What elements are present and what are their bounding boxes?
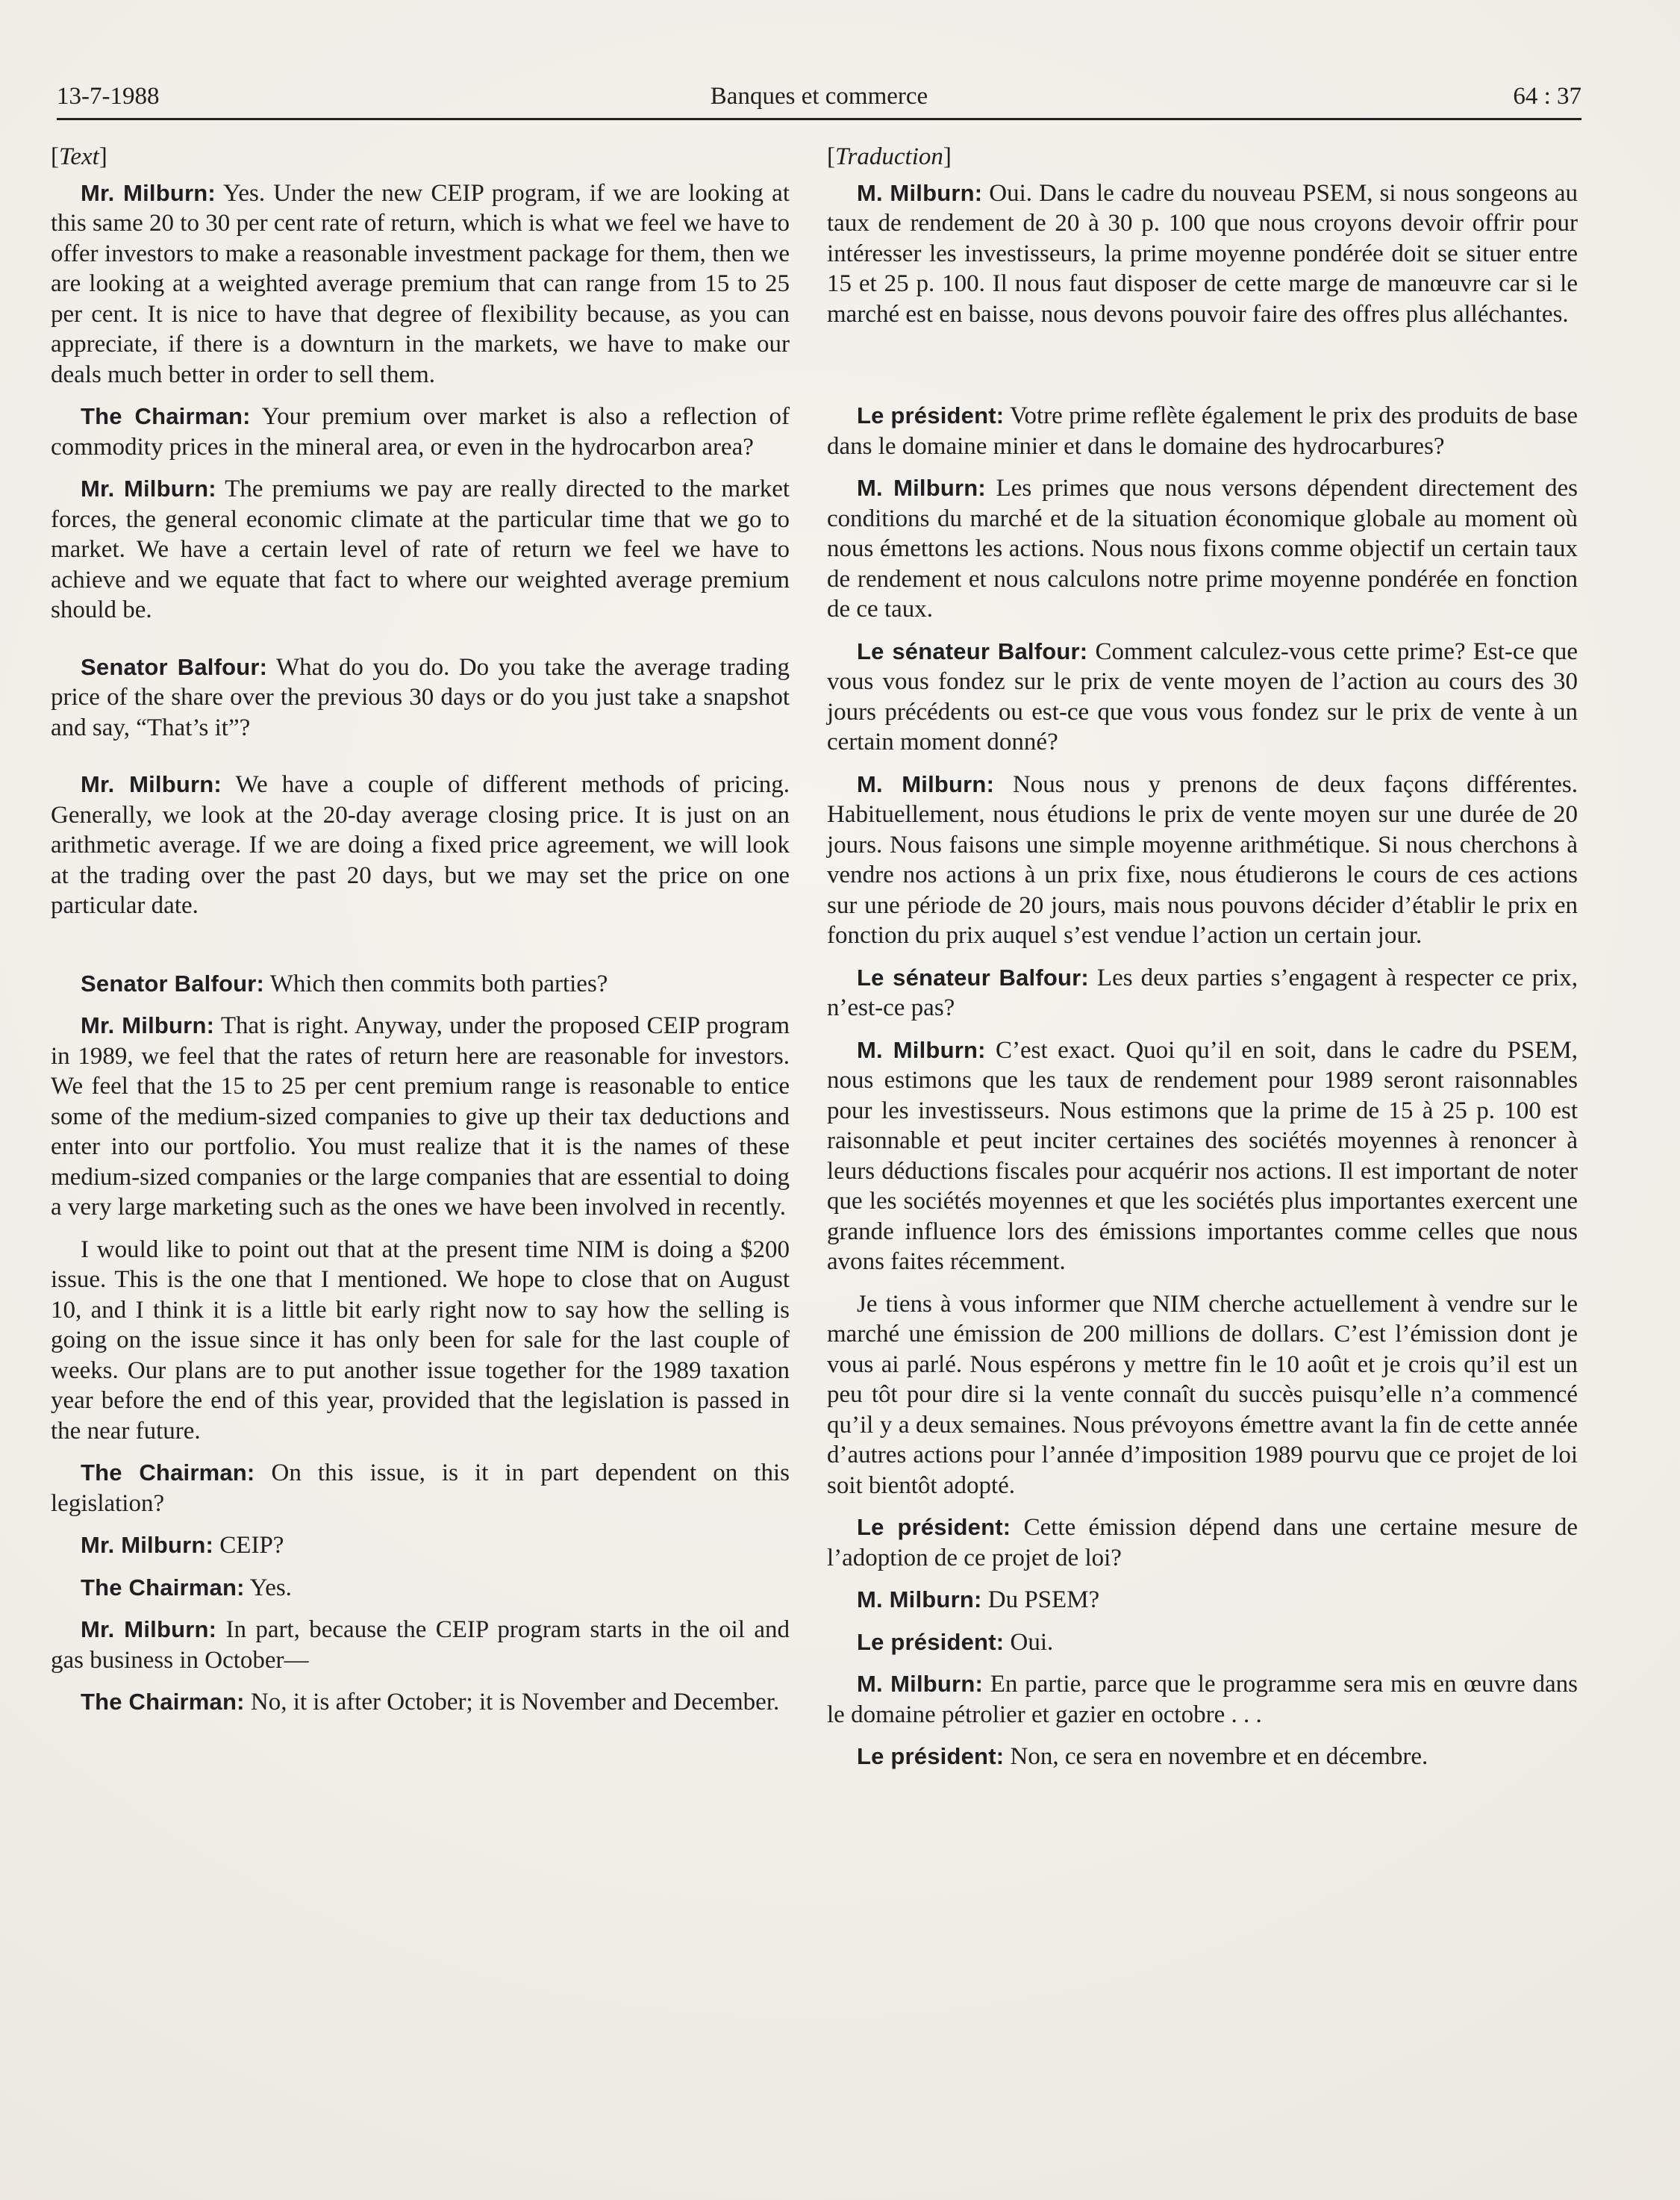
speaker-name: Mr. Milburn: [81, 1012, 215, 1038]
section-tag: [Text] [51, 143, 107, 170]
speaker-name: Mr. Milburn: [81, 1616, 217, 1642]
paragraph-text: That is right. Anyway, under the proposed CEIP program in 1989, we feel that the rates of return here are reasonable for investors. We feel that the 15 to 25 per cent premium range is reasonable to entice some of the medium-sized companies to give up their tax deductions and enter into our portfolio. You must realize that it is the names of these medium-sized companies or the large companies that are essential to doing a very large marketing such as the ones we have been involved in recently. [51, 1012, 790, 1221]
paragraph [51, 969, 790, 1000]
paragraph [827, 401, 1578, 461]
paragraph [827, 637, 1578, 758]
paragraph [827, 1512, 1578, 1573]
speaker-name: The Chairman: [81, 403, 251, 429]
paragraph [827, 178, 1578, 330]
paragraph [51, 1235, 790, 1447]
section-tag: [Traduction] [827, 143, 952, 170]
paragraph-text: I would like to point out that at the present time NIM is doing a $200 issue. This is the one that I mentioned. We hope to close that on August 10, and I think it is a little bit early right now to say how the selling is going on the issue since it has only been for sale for the last couple of weeks. Our plans are to put another issue together for the 1989 taxation year before the end of this year, provided that the legislation is passed in the near future. [51, 1235, 790, 1445]
paragraph [51, 1530, 790, 1561]
english-column [51, 142, 790, 1730]
paragraph [51, 1687, 790, 1718]
speaker-name: The Chairman: [81, 1459, 255, 1486]
french-column [827, 142, 1578, 1784]
speaker-name: Le président: [857, 1514, 1011, 1540]
speaker-name: Le président: [857, 1743, 1005, 1769]
paragraph [51, 402, 790, 462]
speaker-name: Mr. Milburn: [81, 1532, 214, 1558]
paragraph [827, 1289, 1578, 1501]
speaker-name: The Chairman: [81, 1689, 245, 1715]
paragraph-text: Comment calculez-vous cette prime? Est-ce que vous vous fondez sur le prix de vente moyen de l’action au cours des 30 jours précédents ou est-ce que vous vous fondez sur le prix de vente à un certain moment donné? [827, 638, 1578, 755]
paragraph [827, 770, 1578, 951]
paragraph-text: We have a couple of different methods of pricing. Generally, we look at the 20-day average closing price. It is just on an arithmetic average. If we are doing a fixed price agreement, we will look at the trading over the past 20 days, but we may set the price on one particular date. [51, 771, 790, 919]
paragraph [51, 474, 790, 626]
speaker-name: Le sénateur Balfour: [857, 964, 1089, 991]
paragraph-text: Les deux parties s’engagent à respecter ce prix, n’est-ce pas? [827, 964, 1578, 1021]
paragraph-text: Je tiens à vous informer que NIM cherche actuellement à vendre sur le marché une émission de 200 millions de dollars. C’est l’émission dont je vous ai parlé. Nous espérons y mettre fin le 10 août et je crois qu’il est un peu tôt pour dire si la vente connaît du succès puisqu’elle n’a commencé qu’il y a deux semaines. Nous prévoyons émettre avant la fin de cette année d’autres actions pour l’année d’imposition 1989 pourvu que ce projet de loi soit bientôt adopté. [827, 1290, 1578, 1499]
header-page-number: 64 : 37 [1513, 83, 1581, 110]
speaker-name: Le président: [857, 402, 1005, 429]
paragraph [827, 1669, 1578, 1730]
paragraph [51, 1458, 790, 1518]
speaker-name: Le président: [857, 1628, 1005, 1655]
paragraph-text: Oui. [1004, 1628, 1054, 1656]
speaker-name: M. Milburn: [857, 1586, 982, 1612]
paragraph-text: Which then commits both parties? [264, 970, 608, 997]
header-title: Banques et commerce [710, 83, 928, 110]
paragraph-text: On this issue, is it in part dependent on this legislation? [51, 1459, 790, 1517]
speaker-name: M. Milburn: [857, 1036, 986, 1063]
speaker-name: Le sénateur Balfour: [857, 638, 1088, 664]
speaker-name: M. Milburn: [857, 475, 986, 501]
paragraph-text: En partie, parce que le programme sera mis en œuvre dans le domaine pétrolier et gazier en octobre . . . [827, 1671, 1578, 1728]
paragraph [827, 1742, 1578, 1772]
header-date: 13-7-1988 [57, 83, 160, 110]
paragraph [51, 652, 790, 744]
paragraph [827, 1585, 1578, 1615]
paragraph-text: Yes. [244, 1574, 292, 1601]
speaker-name: M. Milburn: [857, 1671, 983, 1697]
paragraph [827, 963, 1578, 1023]
paragraph-text: C’est exact. Quoi qu’il en soit, dans le cadre du PSEM, nous estimons que les taux de rendement pour 1989 seront raisonnables pour les investisseurs. Nous estimons que la prime de 15 à 25 p. 100 est raisonnable et peut inciter certaines des sociétés moyennes à renoncer à leurs déductions fiscales pour acquérir nos actions. Il est important de noter que les sociétés moyennes et que les sociétés plus importantes exercent une grande influence lors des émissions importantes comme celles que nous avons faites récemment. [827, 1036, 1578, 1275]
paragraph-text: No, it is after October; it is November and December. [244, 1689, 780, 1716]
speaker-name: Senator Balfour: [81, 653, 268, 680]
paragraph-text: The premiums we pay are really directed to the market forces, the general economic climate at the particular time that we go to market. We have a certain level of rate of return we feel we have to achieve and we equate that fact to where our weighted average premium should be. [51, 476, 790, 623]
speaker-name: M. Milburn: [857, 179, 983, 206]
paragraph-text: What do you do. Do you take the average trading price of the share over the previous 30 days or do you just take a snapshot and say, “That’s it”? [51, 653, 790, 741]
paragraph [51, 178, 790, 390]
paragraph-text: Cette émission dépend dans une certaine mesure de l’adoption de ce projet de loi? [827, 1514, 1578, 1571]
paragraph [827, 1035, 1578, 1277]
paragraph-text: Oui. Dans le cadre du nouveau PSEM, si nous songeons au taux de rendement de 20 à 30 p. 100 que nous croyons devoir offrir pour intéresser les investisseurs, la prime moyenne pondérée doit se situer entre 15 et 25 p. 100. Il nous faut disposer de cette marge de manœuvre car si le marché est en baisse, nous devons pouvoir faire des offres plus alléchantes. [827, 179, 1578, 328]
speaker-name: The Chairman: [81, 1574, 245, 1601]
paragraph [51, 770, 790, 921]
paragraph [827, 1627, 1578, 1658]
paragraph-text: Nous nous y prenons de deux façons différentes. Habituellement, nous étudions le prix de vente moyen sur une durée de 20 jours. Nous faisons une simple moyenne arithmétique. Si nous cherchons à vendre nos actions à un prix fixe, nous étudierons le cours de ces actions sur une période de 20 jours, mais nous pouvons décider d’établir le prix en fonction du prix auquel s’est vendue l’action un certain jour. [827, 770, 1578, 949]
paragraph-text: Du PSEM? [981, 1586, 1100, 1613]
speaker-name: Mr. Milburn: [81, 179, 216, 206]
paragraph-text: Votre prime reflète également le prix des produits de base dans le domaine minier et dans le domaine des hydrocarbures? [827, 402, 1578, 460]
paragraph-text: Non, ce sera en novembre et en décembre. [1004, 1743, 1428, 1770]
paragraph [51, 1011, 790, 1223]
speaker-name: M. Milburn: [857, 770, 995, 797]
speaker-name: Mr. Milburn: [81, 771, 222, 797]
paragraph-text: CEIP? [213, 1532, 284, 1559]
paragraph [827, 473, 1578, 625]
paragraph-text: Your premium over market is also a reflection of commodity prices in the mineral area, or even in the hydrocarbon area? [51, 403, 790, 461]
speaker-name: Senator Balfour: [81, 970, 265, 997]
paragraph-text: In part, because the CEIP program starts in the oil and gas business in October— [51, 1616, 790, 1674]
paragraph [51, 1615, 790, 1675]
paragraph-text: Les primes que nous versons dépendent directement des conditions du marché et de la situation économique globale au moment où nous émettons les actions. Nous nous fixons comme objectif un certain taux de rendement et nous calculons notre prime moyenne pondérée en fonction de ce taux. [827, 475, 1578, 623]
page-header [57, 82, 1581, 120]
paragraph-text: Yes. Under the new CEIP program, if we are looking at this same 20 to 30 per cent rate of return, which is what we feel we have to offer investors to make a reasonable investment package for them, then we are looking at a weighted average premium that can range from 15 to 25 per cent. It is nice to have that degree of flexibility because, as you can appreciate, if there is a downturn in the markets, we have to make our deals much better in order to sell them. [51, 179, 790, 388]
paragraph [51, 1573, 790, 1604]
speaker-name: Mr. Milburn: [81, 476, 216, 502]
